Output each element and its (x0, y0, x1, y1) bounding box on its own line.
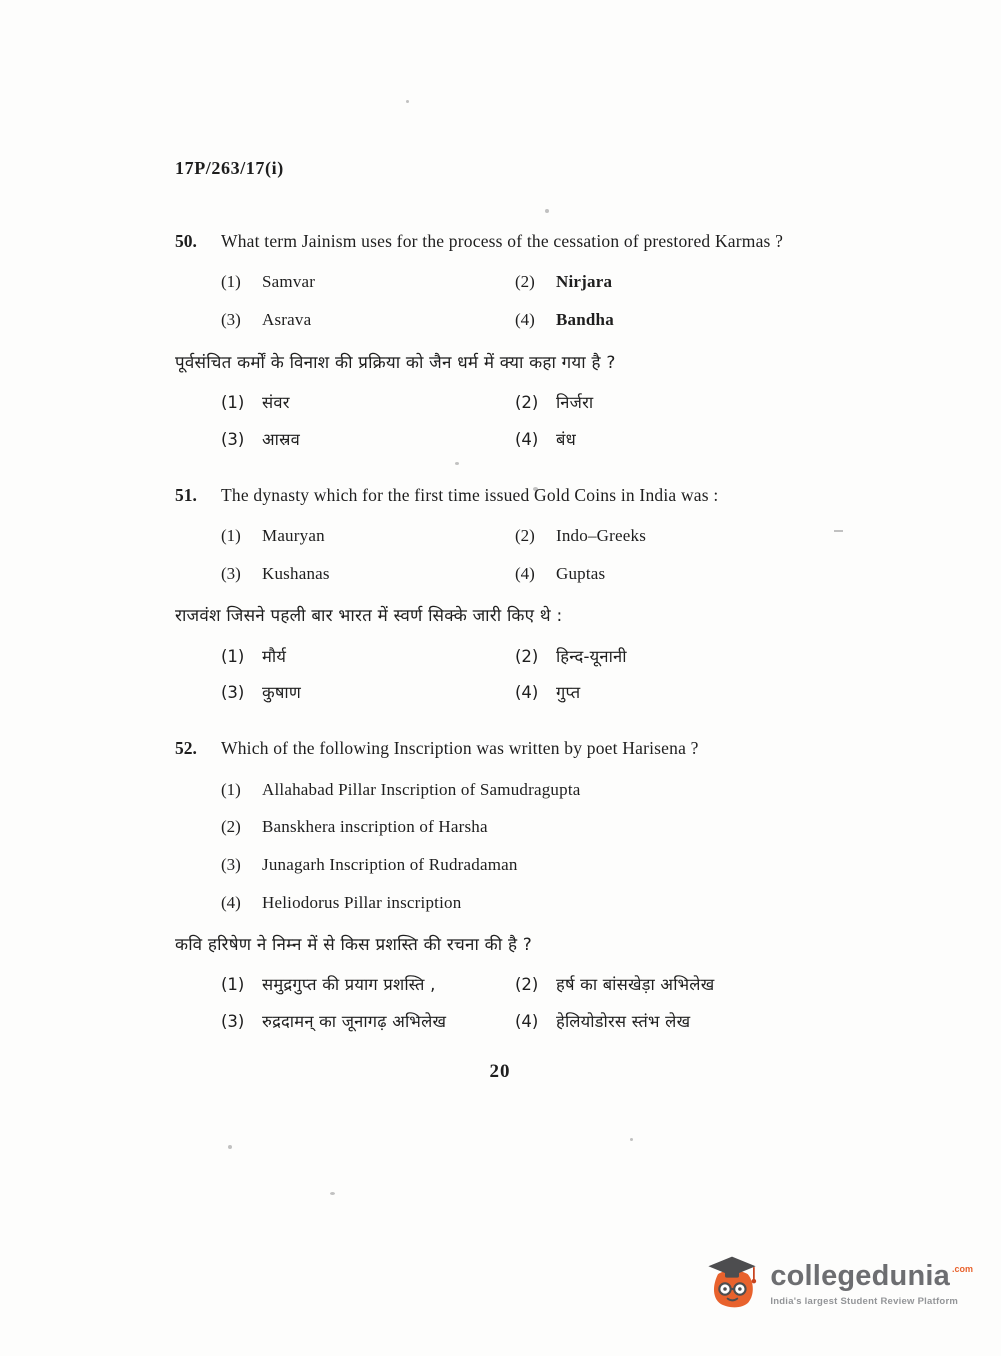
option-number: (2) (515, 525, 535, 545)
option-label: हिन्द-यूनानी (556, 646, 627, 666)
option-number: (2) (515, 392, 539, 412)
question-50-options-en (221, 270, 825, 332)
scan-mark (834, 530, 843, 532)
option-number: (1) (221, 392, 245, 412)
question-text-en: Which of the following Inscription was written by poet Harisena ? (221, 738, 699, 759)
paper-code: 17P/263/17(i) (175, 158, 284, 178)
option-number: (4) (515, 563, 535, 583)
option-number: (4) (515, 683, 539, 703)
option-number: (2) (515, 975, 539, 995)
question-text-en: The dynasty which for the first time issued Gold Coins in India was : (221, 484, 719, 505)
option (515, 428, 825, 452)
option-label: Heliodorus Pillar inscription (262, 892, 462, 912)
option-label: Asrava (262, 309, 312, 329)
question-51-hindi (175, 600, 825, 632)
logo-tagline: India's largest Student Review Platform (770, 1296, 959, 1307)
option (221, 562, 515, 587)
option-number: (2) (515, 646, 539, 666)
option (221, 645, 515, 669)
question-number: 50. (175, 231, 197, 251)
option (515, 562, 825, 587)
question-51-english (175, 479, 825, 512)
option (515, 524, 825, 549)
option-number: (3) (221, 429, 245, 449)
option-number: (1) (221, 779, 241, 799)
collegedunia-logo (704, 1253, 973, 1316)
scan-mark (228, 1145, 232, 1149)
option (515, 681, 825, 705)
question-51 (175, 479, 825, 706)
scan-mark (630, 1138, 633, 1141)
question-number: 51. (175, 484, 197, 505)
option-label: Samvar (262, 272, 316, 292)
question-52-options-hi (221, 973, 825, 1034)
page-number: 20 (489, 1061, 511, 1083)
option-label: Bandha (556, 309, 614, 329)
question-50-hindi (175, 347, 825, 379)
option-label: हर्ष का बांसखेड़ा अभिलेख (556, 975, 715, 995)
question-52-english (175, 732, 825, 765)
option-number: (2) (515, 272, 535, 292)
option (515, 308, 825, 333)
option (221, 428, 515, 452)
option-label: Guptas (556, 563, 606, 583)
question-52 (175, 732, 825, 1034)
logo-wordmark: collegedunia (770, 1260, 950, 1292)
option (221, 973, 515, 997)
option-number: (1) (221, 975, 245, 995)
page-content (175, 158, 825, 1083)
scan-mark (406, 100, 409, 103)
option-number: (4) (515, 429, 539, 449)
logo-tld: .com (951, 1264, 973, 1274)
option-label: संवर (262, 392, 290, 412)
scan-mark (330, 1192, 335, 1195)
option-number: (1) (221, 646, 245, 666)
option-number: (2) (221, 817, 241, 837)
question-text-en: What term Jainism uses for the process of the cessation of prestored Karmas ? (221, 231, 784, 251)
question-text-hi: पूर्वसंचित कर्मों के विनाश की प्रक्रिया को जैन धर्म में क्या कहा गया है ? (175, 352, 616, 373)
option-number: (4) (221, 892, 241, 912)
option-label: कुषाण (262, 683, 302, 703)
option-label: Indo–Greeks (556, 525, 647, 545)
option-number: (3) (221, 1012, 245, 1032)
option-label: Nirjara (556, 272, 613, 292)
option (221, 391, 515, 415)
collegedunia-mascot-icon (704, 1253, 760, 1316)
question-51-options-hi (221, 645, 825, 706)
option-number: (1) (221, 272, 241, 292)
option-label: रुद्रदामन् का जूनागढ़ अभिलेख (262, 1012, 447, 1032)
question-50-english (175, 225, 825, 258)
option-label: Allahabad Pillar Inscription of Samudragupta (262, 779, 581, 799)
question-52-hindi (175, 929, 825, 961)
question-number: 52. (175, 738, 197, 759)
option (515, 270, 825, 295)
option-number: (1) (221, 525, 241, 545)
question-text-hi: कवि हरिषेण ने निम्न में से किस प्रशस्ति की रचना की है ? (175, 935, 532, 956)
question-52-options-en (221, 778, 825, 916)
option (221, 270, 515, 295)
option (221, 681, 515, 705)
option-label: Kushanas (262, 563, 330, 583)
option-label: निर्जरा (556, 392, 594, 412)
option (515, 1010, 825, 1034)
option (515, 645, 825, 669)
option-label: मौर्य (262, 646, 287, 666)
option (515, 391, 825, 415)
option-label: Junagarh Inscription of Rudradaman (262, 854, 518, 874)
option (221, 778, 825, 803)
collegedunia-logo-text (770, 1262, 973, 1307)
option (221, 815, 825, 840)
option (515, 973, 825, 997)
option-label: गुप्त (556, 683, 581, 703)
question-50-options-hi (221, 391, 825, 452)
option-number: (3) (221, 563, 241, 583)
option-label: Mauryan (262, 525, 325, 545)
option-number: (3) (221, 854, 241, 874)
option-label: समुद्रगुप्त की प्रयाग प्रशस्ति , (262, 975, 436, 995)
option (221, 1010, 515, 1034)
option (221, 524, 515, 549)
option-number: (4) (515, 309, 535, 329)
option-label: आस्रव (262, 429, 300, 449)
question-51-options-en (221, 524, 825, 586)
option-label: बंध (556, 429, 576, 449)
question-text-hi: राजवंश जिसने पहली बार भारत में स्वर्ण सिक्के जारी किए थे : (175, 606, 563, 627)
option (221, 853, 825, 878)
option-number: (3) (221, 683, 245, 703)
question-50 (175, 225, 825, 452)
option-number: (4) (515, 1012, 539, 1032)
option-number: (3) (221, 309, 241, 329)
option (221, 891, 825, 916)
option (221, 308, 515, 333)
option-label: Banskhera inscription of Harsha (262, 817, 488, 837)
option-label: हेलियोडोरस स्तंभ लेख (556, 1012, 691, 1032)
